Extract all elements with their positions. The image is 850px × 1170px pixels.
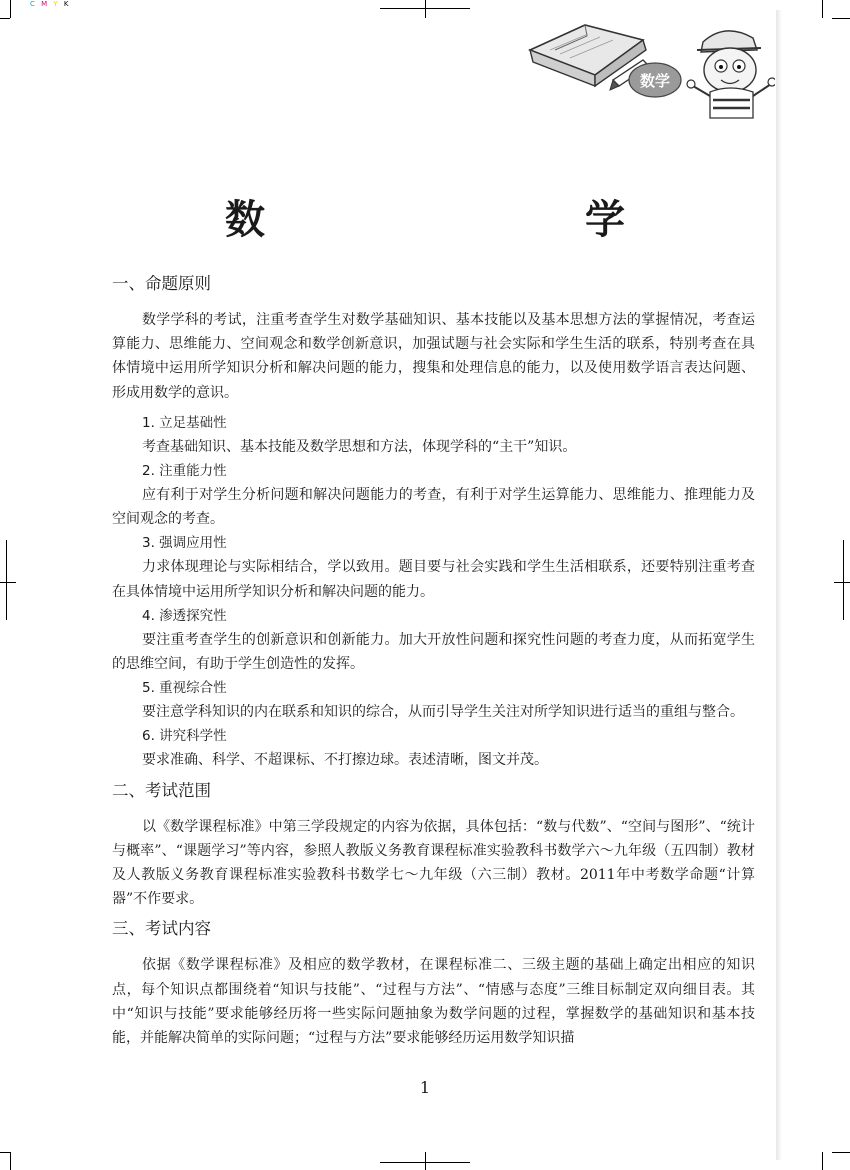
crop-mark [10,0,11,18]
crop-mark [0,18,10,19]
cmyk-magenta: M [41,0,50,8]
document-body [112,272,755,1050]
cartoon-boy-icon [687,31,775,118]
paragraph: 考查基础知识、基本技能及数学思想和方法，体现学科的“主干”知识。 [142,438,577,455]
paragraph: 依据《数学课程标准》及相应的数学教材，在课程标准二、三级主题的基础上确定出相应的知识点，每个知识点都围绕着“知识与技能”、“过程与方法”、“情感与态度”三维目标制定双向细目表。其中“知识与技能”要求能够经历将一些实际问题抽象为数学问题的过程，掌握数学的基础知识和基本技能，并能解决简单的实际问题；“过程与方法”要求能够经历运用数学知识描 [112,957,755,1047]
subheading: 5. 重视综合性 [142,680,227,697]
subheading: 6. 讲究科学性 [142,728,227,745]
cmyk-black: K [63,0,71,8]
page-number: 1 [419,1078,431,1097]
paragraph: 要注重考查学生的创新意识和创新能力。加大开放性问题和探究性问题的考查力度，从而拓宽学生的思维空间，有助于学生创造性的发挥。 [112,631,755,673]
crop-mark [0,1152,10,1153]
subheading: 1. 立足基础性 [142,414,227,431]
subheading: 2. 注重能力性 [142,463,227,480]
cmyk-color-bar [30,0,71,8]
crop-mark [10,1152,11,1170]
subheading: 3. 强调应用性 [142,535,227,552]
subheading: 4. 渗透探究性 [142,607,227,624]
header-illustration [525,20,775,120]
paragraph: 以《数学课程标准》中第三学段规定的内容为依据，具体包括：“数与代数”、“空间与图形”、“统计与概率”、“课题学习”等内容，参照人教版义务教育课程标准实验教科书数学六～九年级（五四制）教材及人教版义务教育课程标准实验教科书数学七～九年级（六三制）教材。2011年中考数学命题“计算器”不作要求。 [112,818,755,908]
section-heading: 二、考试范围 [112,780,211,800]
section-heading: 三、考试内容 [112,919,211,939]
paragraph: 数学学科的考试，注重考查学生对数学基础知识、基本技能以及基本思想方法的掌握情况，考查运算能力、思维能力、空间观念和数学创新意识，加强试题与社会实际和学生生活的联系，特别考查在具体情境中运用所学知识分析和解决问题的能力，搜集和处理信息的能力，以及使用数学语言表达问题、形成用数学的意识。 [112,312,755,401]
crop-mark [832,18,850,19]
crop-mark [425,0,426,18]
crop-mark [832,1152,850,1153]
crop-mark [834,582,850,583]
section-heading: 一、命题原则 [112,274,211,293]
page-edge-shadow [776,10,782,1160]
crop-mark [822,1152,823,1170]
paragraph: 力求体现理论与实际相结合，学以致用。题目要与社会实践和学生生活相联系，还要特别注重考查在具体情境中运用所学知识分析和解决问题的能力。 [112,559,755,600]
badge-label: 数学 [639,72,671,90]
crop-mark [843,540,844,620]
cmyk-yellow: Y [53,0,60,8]
page-title: 数 学 [225,197,705,243]
math-badge [629,63,681,97]
paragraph: 要求准确、科学、不超课标、不打擦边球。表述清晰，图文并茂。 [142,752,548,769]
crop-mark [0,582,16,583]
cmyk-cyan: C [30,0,37,8]
paragraph: 要注意学科知识的内在联系和知识的综合，从而引导学生关注对所学知识进行适当的重组与整合。 [142,704,744,721]
paragraph: 应有利于对学生分析问题和解决问题能力的考查，有利于对学生运算能力、思维能力、推理能力及空间观念的考查。 [112,487,755,528]
crop-mark [6,540,7,620]
crop-mark [425,1152,426,1170]
crop-mark [822,0,823,18]
